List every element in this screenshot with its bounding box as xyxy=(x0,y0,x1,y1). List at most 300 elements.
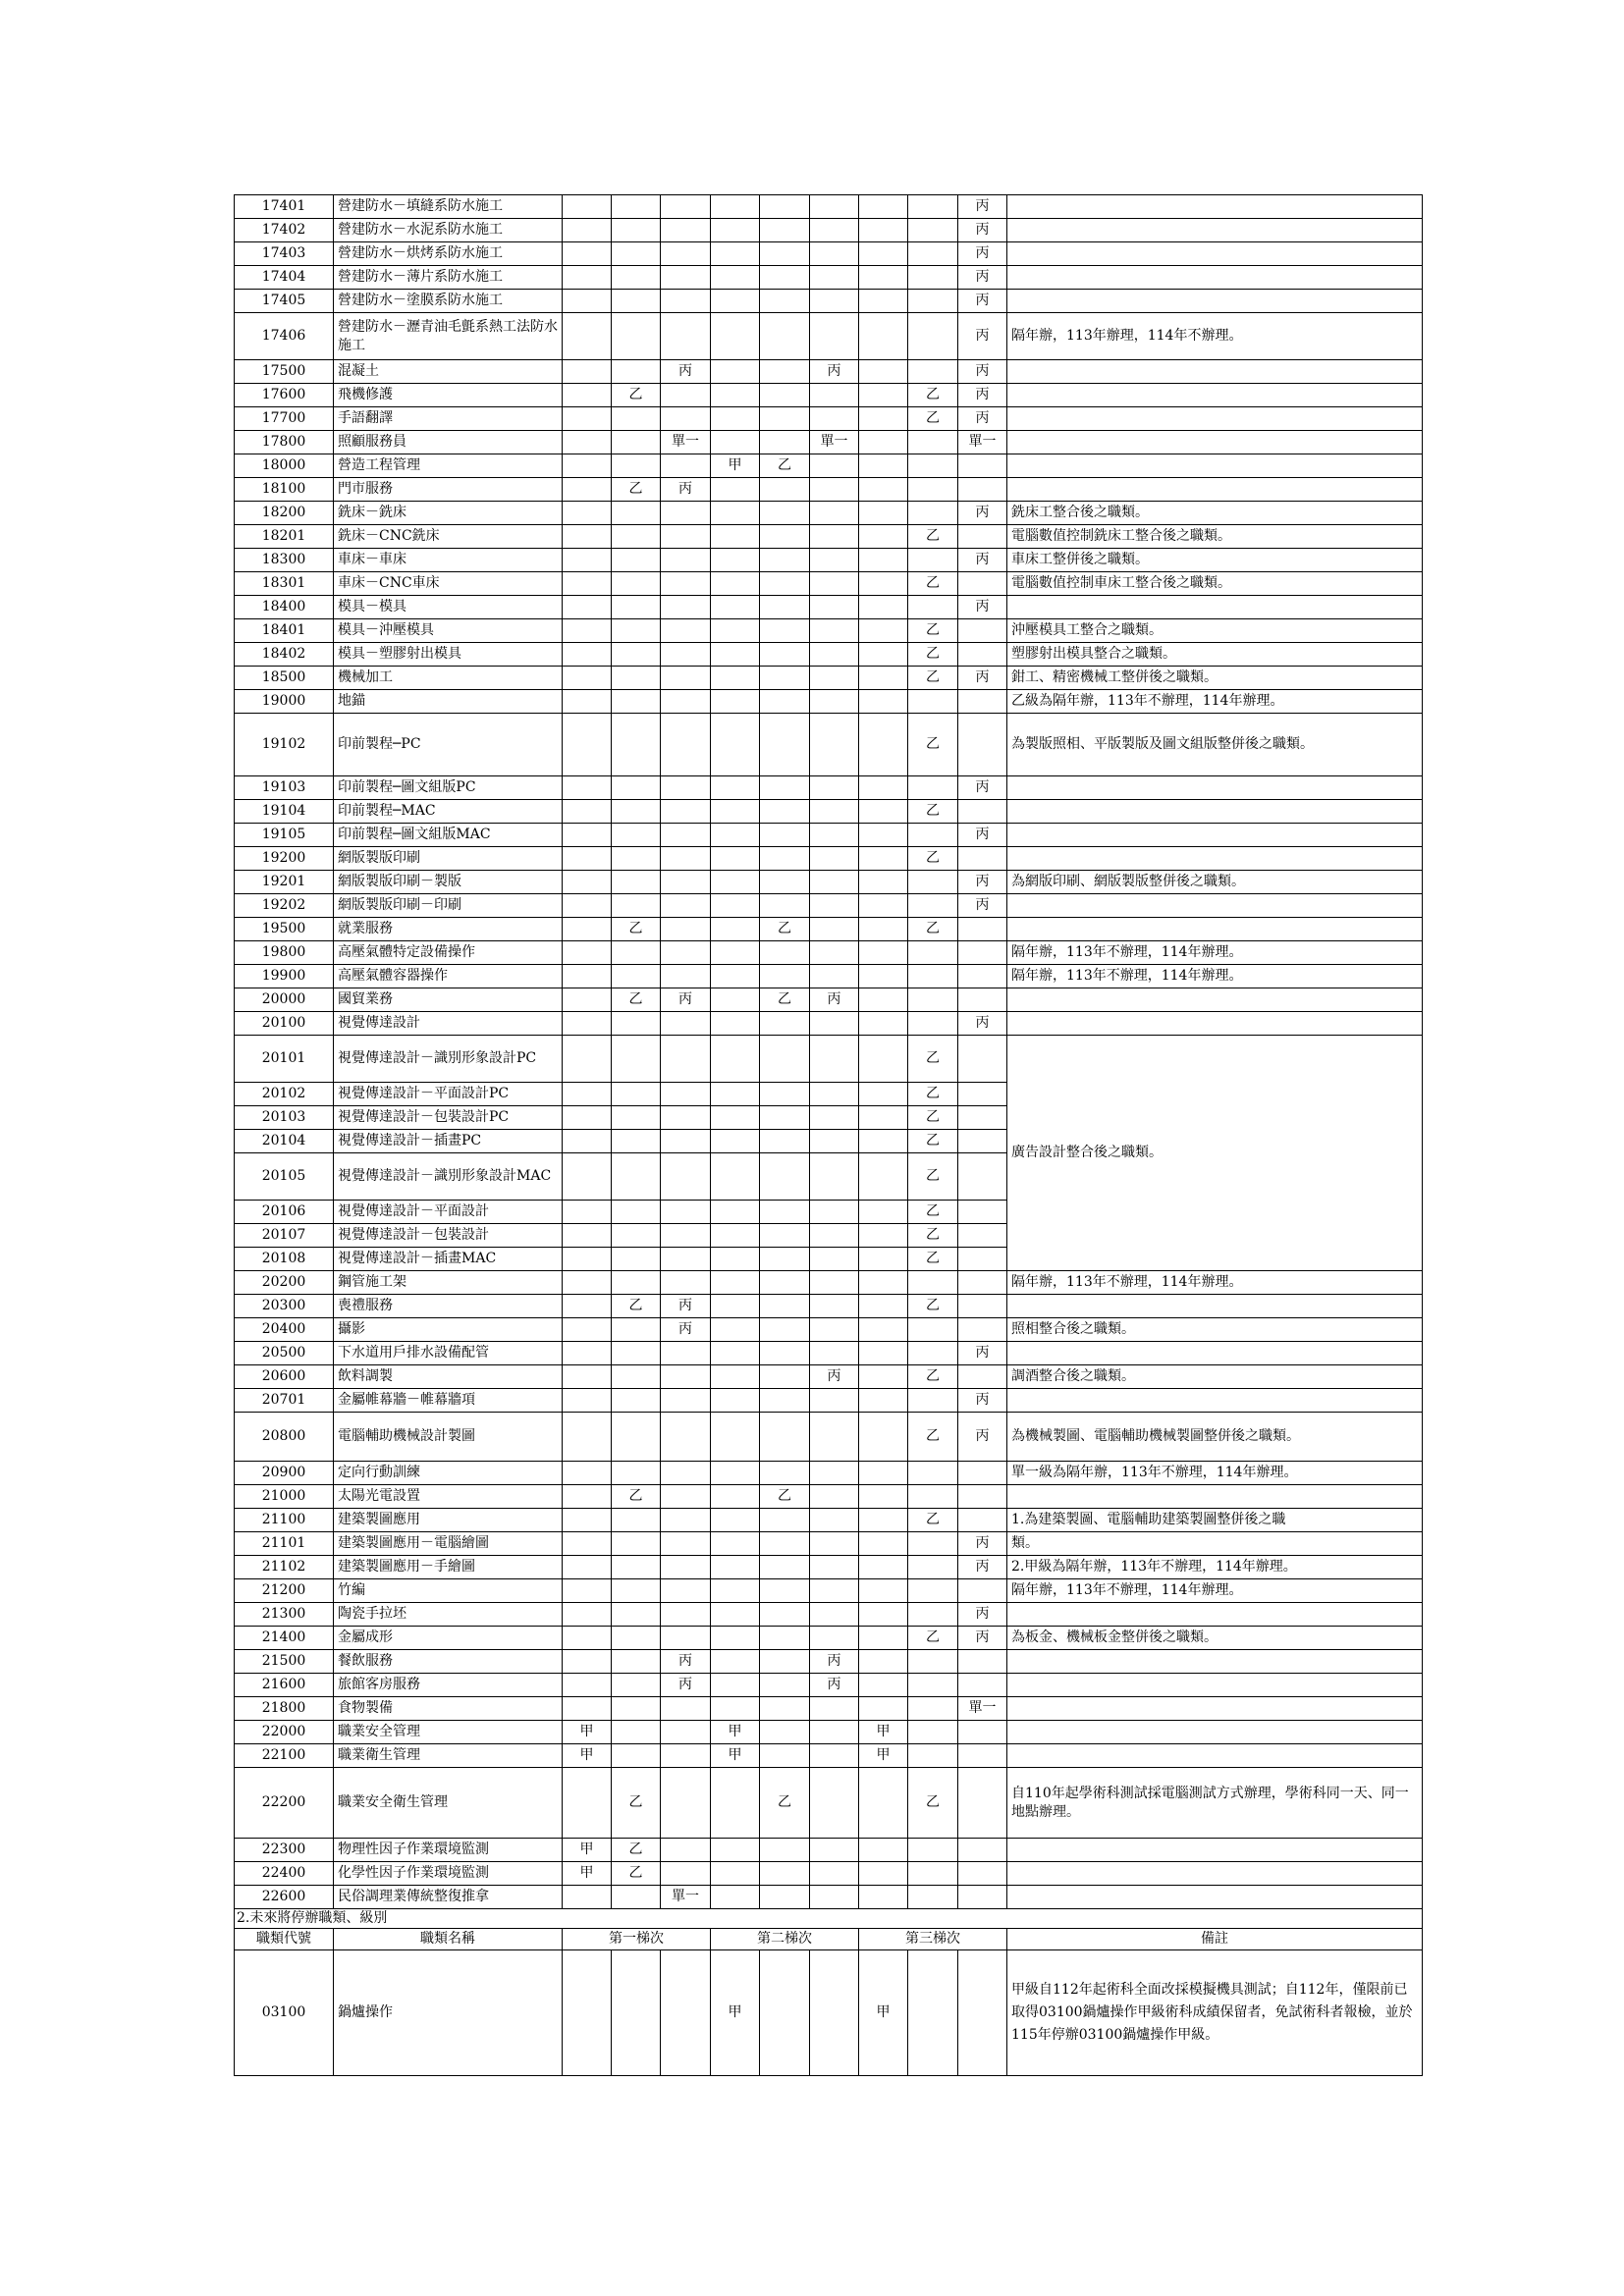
grade-cell: 乙 xyxy=(908,847,958,871)
grade-cell xyxy=(612,1950,661,2076)
grade-cell xyxy=(661,1365,711,1389)
table-row xyxy=(235,1413,1423,1462)
job-name: 物理性因子作業環境監測 xyxy=(334,1839,563,1862)
grade-cell xyxy=(661,1697,711,1721)
grade-cell xyxy=(810,1224,859,1248)
header-name: 職類名稱 xyxy=(334,1929,563,1950)
grade-cell xyxy=(859,1389,908,1413)
grade-cell xyxy=(760,1697,810,1721)
grade-cell xyxy=(810,1271,859,1295)
table-row xyxy=(235,1295,1423,1318)
table-row xyxy=(235,1650,1423,1674)
note-cell: 電腦數值控制車床工整合後之職類。 xyxy=(1007,572,1423,596)
grade-cell xyxy=(810,1130,859,1153)
grade-cell xyxy=(810,454,859,478)
grade-cell: 乙 xyxy=(612,1295,661,1318)
grade-cell: 乙 xyxy=(908,1083,958,1106)
grade-cell xyxy=(760,1886,810,1909)
job-name: 營建防水－瀝青油毛氈系熱工法防水施工 xyxy=(334,313,563,360)
grade-cell xyxy=(563,195,612,219)
grade-cell xyxy=(563,1130,612,1153)
grade-cell xyxy=(958,1130,1007,1153)
note-cell: 隔年辦，113年不辦理，114年辦理。 xyxy=(1007,941,1423,965)
job-code: 19500 xyxy=(235,918,334,941)
grade-cell xyxy=(711,871,760,894)
grade-cell: 單一 xyxy=(810,431,859,454)
grade-cell xyxy=(661,1130,711,1153)
note-cell xyxy=(1007,1839,1423,1862)
grade-cell xyxy=(908,1532,958,1556)
job-code: 20103 xyxy=(235,1106,334,1130)
grade-cell xyxy=(612,1365,661,1389)
grade-cell xyxy=(711,1012,760,1036)
job-name: 手語翻譯 xyxy=(334,407,563,431)
grade-cell xyxy=(711,502,760,525)
grade-cell: 乙 xyxy=(908,1627,958,1650)
grade-cell xyxy=(760,871,810,894)
grade-cell xyxy=(810,266,859,290)
grade-cell xyxy=(711,1342,760,1365)
grade-cell xyxy=(711,266,760,290)
grade-cell xyxy=(612,1627,661,1650)
job-code: 21800 xyxy=(235,1697,334,1721)
grade-cell xyxy=(711,549,760,572)
grade-cell xyxy=(908,988,958,1012)
table-row xyxy=(235,965,1423,988)
job-name: 印前製程─圖文組版MAC xyxy=(334,824,563,847)
grade-cell xyxy=(958,1462,1007,1485)
job-code: 20000 xyxy=(235,988,334,1012)
grade-cell xyxy=(661,1556,711,1579)
grade-cell xyxy=(563,1509,612,1532)
grade-cell xyxy=(810,1744,859,1768)
job-code: 17401 xyxy=(235,195,334,219)
grade-cell xyxy=(563,384,612,407)
grade-cell: 丙 xyxy=(958,1532,1007,1556)
note-cell xyxy=(1007,800,1423,824)
grade-cell xyxy=(908,1485,958,1509)
grade-cell: 丙 xyxy=(958,290,1007,313)
grade-cell xyxy=(859,800,908,824)
grade-cell xyxy=(958,572,1007,596)
grade-cell xyxy=(810,894,859,918)
grade-cell: 乙 xyxy=(908,572,958,596)
grade-cell: 乙 xyxy=(612,384,661,407)
grade-cell xyxy=(760,1839,810,1862)
note-cell: 鉗工、精密機械工整併後之職類。 xyxy=(1007,667,1423,690)
grade-cell: 乙 xyxy=(908,1224,958,1248)
grade-cell xyxy=(612,1603,661,1627)
grade-cell xyxy=(563,1413,612,1462)
table-row xyxy=(235,1721,1423,1744)
note-cell xyxy=(1007,1485,1423,1509)
grade-cell xyxy=(711,1248,760,1271)
grade-cell xyxy=(908,1650,958,1674)
job-code: 18100 xyxy=(235,478,334,502)
job-code: 21200 xyxy=(235,1579,334,1603)
grade-cell xyxy=(711,1579,760,1603)
grade-cell xyxy=(908,1950,958,2076)
job-code: 18402 xyxy=(235,643,334,667)
grade-cell xyxy=(859,1342,908,1365)
grade-cell: 乙 xyxy=(612,1485,661,1509)
note-cell xyxy=(1007,1697,1423,1721)
grade-cell xyxy=(711,690,760,714)
grade-cell xyxy=(908,941,958,965)
grade-cell xyxy=(612,1744,661,1768)
note-cell xyxy=(1007,847,1423,871)
grade-cell xyxy=(908,690,958,714)
grade-cell: 乙 xyxy=(908,1413,958,1462)
grade-cell xyxy=(810,1295,859,1318)
grade-cell xyxy=(661,1036,711,1083)
grade-cell xyxy=(563,454,612,478)
grade-cell xyxy=(612,1721,661,1744)
grade-cell xyxy=(859,1674,908,1697)
grade-cell xyxy=(612,1153,661,1201)
grade-cell xyxy=(859,454,908,478)
grade-cell xyxy=(760,1083,810,1106)
grade-cell xyxy=(661,1862,711,1886)
grade-cell: 丙 xyxy=(958,407,1007,431)
table-row xyxy=(235,549,1423,572)
grade-cell xyxy=(958,643,1007,667)
note-cell xyxy=(1007,1721,1423,1744)
job-name: 地錨 xyxy=(334,690,563,714)
job-name: 視覺傳達設計－插畫PC xyxy=(334,1130,563,1153)
grade-cell xyxy=(563,290,612,313)
grade-cell xyxy=(661,1603,711,1627)
grade-cell xyxy=(760,619,810,643)
grade-cell xyxy=(711,1603,760,1627)
grade-cell xyxy=(612,643,661,667)
job-name: 混凝土 xyxy=(334,360,563,384)
grade-cell xyxy=(563,1697,612,1721)
grade-cell xyxy=(908,1389,958,1413)
grade-cell xyxy=(711,525,760,549)
job-code: 21500 xyxy=(235,1650,334,1674)
job-code: 20400 xyxy=(235,1318,334,1342)
job-code: 17700 xyxy=(235,407,334,431)
grade-cell xyxy=(612,965,661,988)
header-batch-3: 第三梯次 xyxy=(859,1929,1007,1950)
grade-cell: 甲 xyxy=(859,1950,908,2076)
grade-cell xyxy=(612,1886,661,1909)
grade-cell xyxy=(760,847,810,871)
grade-cell xyxy=(760,431,810,454)
grade-cell xyxy=(859,549,908,572)
grade-cell: 乙 xyxy=(908,1768,958,1839)
grade-cell xyxy=(810,1342,859,1365)
grade-cell xyxy=(908,549,958,572)
grade-cell xyxy=(760,1153,810,1201)
grade-cell xyxy=(563,1674,612,1697)
grade-cell xyxy=(760,1365,810,1389)
grade-cell xyxy=(958,1083,1007,1106)
grade-cell xyxy=(612,1271,661,1295)
note-cell xyxy=(1007,290,1423,313)
grade-cell xyxy=(810,1389,859,1413)
job-code: 21400 xyxy=(235,1627,334,1650)
grade-cell xyxy=(612,219,661,242)
grade-cell xyxy=(661,572,711,596)
grade-cell xyxy=(760,1532,810,1556)
table-row xyxy=(235,1532,1423,1556)
grade-cell xyxy=(958,1768,1007,1839)
note-cell xyxy=(1007,1886,1423,1909)
grade-cell xyxy=(810,1413,859,1462)
grade-cell xyxy=(711,1886,760,1909)
grade-cell xyxy=(760,266,810,290)
job-code: 20300 xyxy=(235,1295,334,1318)
grade-cell xyxy=(859,1083,908,1106)
grade-cell xyxy=(563,242,612,266)
note-cell xyxy=(1007,1603,1423,1627)
section-title: 2.未來將停辦職類、級別 xyxy=(235,1909,1423,1929)
grade-cell xyxy=(612,1389,661,1413)
grade-cell xyxy=(612,1036,661,1083)
job-name: 國貿業務 xyxy=(334,988,563,1012)
grade-cell xyxy=(563,1886,612,1909)
grade-cell: 甲 xyxy=(711,1721,760,1744)
grade-cell xyxy=(612,1318,661,1342)
grade-cell xyxy=(810,1721,859,1744)
job-code: 21600 xyxy=(235,1674,334,1697)
grade-cell xyxy=(661,1083,711,1106)
certification-schedule-table xyxy=(234,194,1423,2076)
job-code: 03100 xyxy=(235,1950,334,2076)
job-name: 旅館客房服務 xyxy=(334,1674,563,1697)
merged-note-cell: 廣告設計整合後之職類。 xyxy=(1007,1036,1423,1271)
note-cell xyxy=(1007,1744,1423,1768)
note-cell: 調酒整合後之職類。 xyxy=(1007,1365,1423,1389)
grade-cell xyxy=(563,313,612,360)
grade-cell: 乙 xyxy=(908,800,958,824)
note-cell xyxy=(1007,988,1423,1012)
grade-cell xyxy=(711,195,760,219)
job-name: 門市服務 xyxy=(334,478,563,502)
grade-cell xyxy=(760,776,810,800)
grade-cell xyxy=(711,941,760,965)
job-code: 22300 xyxy=(235,1839,334,1862)
grade-cell xyxy=(810,918,859,941)
note-cell xyxy=(1007,1650,1423,1674)
grade-cell xyxy=(661,596,711,619)
grade-cell xyxy=(711,1768,760,1839)
grade-cell xyxy=(859,1413,908,1462)
grade-cell: 丙 xyxy=(958,1012,1007,1036)
grade-cell xyxy=(612,1462,661,1485)
table-row xyxy=(235,1697,1423,1721)
grade-cell xyxy=(859,847,908,871)
job-name: 陶瓷手拉坯 xyxy=(334,1603,563,1627)
grade-cell xyxy=(711,1036,760,1083)
job-code: 19200 xyxy=(235,847,334,871)
grade-cell xyxy=(711,800,760,824)
grade-cell xyxy=(612,1697,661,1721)
grade-cell xyxy=(711,1532,760,1556)
grade-cell xyxy=(908,195,958,219)
grade-cell xyxy=(661,1153,711,1201)
grade-cell xyxy=(859,1130,908,1153)
table-row xyxy=(235,1012,1423,1036)
grade-cell xyxy=(859,776,908,800)
grade-cell xyxy=(661,1389,711,1413)
grade-cell xyxy=(661,1485,711,1509)
note-cell: 照相整合後之職類。 xyxy=(1007,1318,1423,1342)
grade-cell xyxy=(563,1462,612,1485)
grade-cell: 丙 xyxy=(958,266,1007,290)
job-name: 車床－CNC車床 xyxy=(334,572,563,596)
grade-cell: 丙 xyxy=(958,1556,1007,1579)
grade-cell xyxy=(958,1839,1007,1862)
note-cell xyxy=(1007,266,1423,290)
grade-cell: 丙 xyxy=(958,1603,1007,1627)
grade-cell xyxy=(563,502,612,525)
table-row xyxy=(235,1674,1423,1697)
grade-cell xyxy=(661,195,711,219)
job-code: 18300 xyxy=(235,549,334,572)
grade-cell xyxy=(760,596,810,619)
grade-cell: 丙 xyxy=(958,1627,1007,1650)
grade-cell xyxy=(563,1950,612,2076)
grade-cell xyxy=(612,431,661,454)
grade-cell xyxy=(711,1674,760,1697)
grade-cell: 乙 xyxy=(612,478,661,502)
grade-cell xyxy=(908,1674,958,1697)
grade-cell xyxy=(859,1697,908,1721)
job-code: 17406 xyxy=(235,313,334,360)
grade-cell xyxy=(810,1579,859,1603)
grade-cell xyxy=(563,1036,612,1083)
grade-cell: 乙 xyxy=(908,1295,958,1318)
grade-cell xyxy=(859,1318,908,1342)
grade-cell: 乙 xyxy=(760,1485,810,1509)
note-cell xyxy=(1007,1012,1423,1036)
grade-cell xyxy=(612,1106,661,1130)
grade-cell xyxy=(760,643,810,667)
grade-cell: 丙 xyxy=(958,824,1007,847)
grade-cell xyxy=(908,1462,958,1485)
job-code: 17403 xyxy=(235,242,334,266)
grade-cell xyxy=(563,478,612,502)
grade-cell xyxy=(612,1579,661,1603)
grade-cell xyxy=(711,1295,760,1318)
grade-cell xyxy=(661,918,711,941)
grade-cell xyxy=(958,847,1007,871)
grade-cell xyxy=(661,1248,711,1271)
job-code: 17500 xyxy=(235,360,334,384)
grade-cell: 乙 xyxy=(908,1130,958,1153)
note-cell: 隔年辦，113年不辦理，114年辦理。 xyxy=(1007,965,1423,988)
grade-cell xyxy=(908,1012,958,1036)
grade-cell xyxy=(810,824,859,847)
table-row xyxy=(235,643,1423,667)
table-row xyxy=(235,525,1423,549)
table-row xyxy=(235,847,1423,871)
grade-cell xyxy=(563,1768,612,1839)
table-row xyxy=(235,195,1423,219)
job-code: 21101 xyxy=(235,1532,334,1556)
grade-cell xyxy=(908,1342,958,1365)
job-name: 高壓氣體容器操作 xyxy=(334,965,563,988)
grade-cell xyxy=(859,1839,908,1862)
grade-cell: 丙 xyxy=(661,478,711,502)
grade-cell xyxy=(810,1462,859,1485)
grade-cell: 乙 xyxy=(612,988,661,1012)
grade-cell xyxy=(612,1012,661,1036)
job-name: 視覺傳達設計－平面設計 xyxy=(334,1201,563,1224)
grade-cell: 甲 xyxy=(711,1950,760,2076)
grade-cell: 丙 xyxy=(661,360,711,384)
grade-cell xyxy=(612,871,661,894)
grade-cell xyxy=(958,1886,1007,1909)
grade-cell xyxy=(563,1579,612,1603)
note-cell xyxy=(1007,195,1423,219)
table-row xyxy=(235,1271,1423,1295)
grade-cell xyxy=(661,219,711,242)
note-cell: 沖壓模具工整合之職類。 xyxy=(1007,619,1423,643)
job-name: 視覺傳達設計－平面設計PC xyxy=(334,1083,563,1106)
job-name: 金屬帷幕牆－帷幕牆項 xyxy=(334,1389,563,1413)
grade-cell xyxy=(661,714,711,776)
job-name: 攝影 xyxy=(334,1318,563,1342)
grade-cell: 丙 xyxy=(810,988,859,1012)
grade-cell xyxy=(612,407,661,431)
grade-cell xyxy=(711,1862,760,1886)
grade-cell xyxy=(958,941,1007,965)
note-cell: 塑膠射出模具整合之職類。 xyxy=(1007,643,1423,667)
grade-cell xyxy=(760,1224,810,1248)
grade-cell xyxy=(661,1509,711,1532)
grade-cell: 丙 xyxy=(661,1650,711,1674)
note-cell: 電腦數值控制銑床工整合後之職類。 xyxy=(1007,525,1423,549)
grade-cell xyxy=(711,1462,760,1485)
grade-cell: 乙 xyxy=(760,918,810,941)
note-cell: 車床工整併後之職類。 xyxy=(1007,549,1423,572)
grade-cell xyxy=(810,195,859,219)
job-name: 印前製程─MAC xyxy=(334,800,563,824)
grade-cell xyxy=(859,1509,908,1532)
grade-cell xyxy=(810,1862,859,1886)
grade-cell xyxy=(859,1579,908,1603)
grade-cell xyxy=(908,313,958,360)
grade-cell xyxy=(661,619,711,643)
grade-cell: 單一 xyxy=(958,1697,1007,1721)
table-row xyxy=(235,478,1423,502)
table-row xyxy=(235,1839,1423,1862)
grade-cell xyxy=(563,941,612,965)
grade-cell xyxy=(661,1839,711,1862)
grade-cell xyxy=(612,1413,661,1462)
job-name: 營建防水－烘烤系防水施工 xyxy=(334,242,563,266)
grade-cell xyxy=(612,941,661,965)
grade-cell xyxy=(760,1271,810,1295)
job-code: 20101 xyxy=(235,1036,334,1083)
grade-cell xyxy=(859,988,908,1012)
grade-cell xyxy=(859,941,908,965)
grade-cell xyxy=(760,502,810,525)
grade-cell xyxy=(908,360,958,384)
grade-cell xyxy=(908,965,958,988)
job-name: 網版製版印刷－印刷 xyxy=(334,894,563,918)
grade-cell xyxy=(711,1697,760,1721)
grade-cell xyxy=(859,714,908,776)
table-row xyxy=(235,572,1423,596)
grade-cell xyxy=(810,1012,859,1036)
job-name: 銑床－銑床 xyxy=(334,502,563,525)
job-name: 定向行動訓練 xyxy=(334,1462,563,1485)
